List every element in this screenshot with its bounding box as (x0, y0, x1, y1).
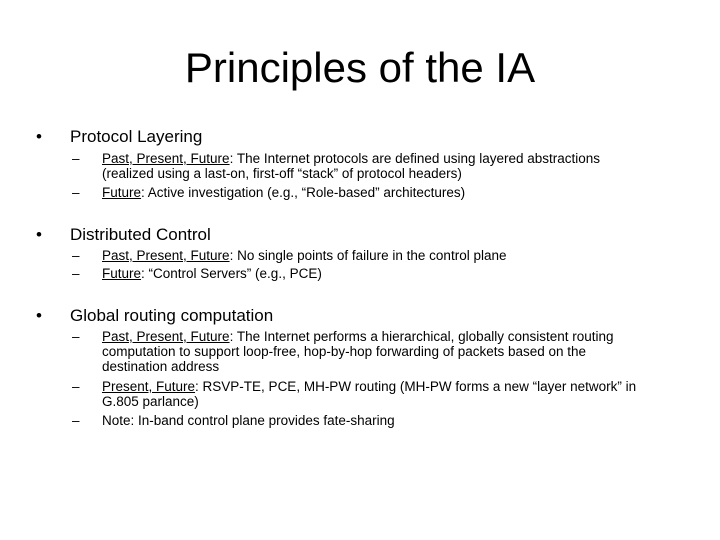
bullet-heading: Protocol Layering (70, 127, 203, 146)
dash-marker: – (72, 266, 80, 281)
sub-item-text (102, 151, 652, 181)
dash-marker: – (72, 185, 80, 200)
dash-marker: – (72, 248, 80, 263)
dash-marker: – (72, 379, 80, 394)
sub-item-text (102, 413, 652, 428)
sub-item-text (102, 379, 652, 409)
sub-item-text (102, 185, 652, 200)
sub-item-text (102, 329, 652, 374)
sub-item-body: : The Internet performs a hierarchical, globally consistent routing computation to support loop-free, hop-by-hop forwarding of packets based on the destination address (102, 329, 614, 374)
sub-item-label: Past, Present, Future (102, 151, 230, 166)
sub-item-text (102, 248, 652, 263)
sub-item-label: Future (102, 266, 142, 281)
sub-item-label: Past, Present, Future (102, 329, 230, 344)
bullet-marker: • (36, 306, 42, 325)
sub-item-body: : “Control Servers” (e.g., PCE) (141, 266, 322, 281)
bullet-marker: • (36, 225, 42, 244)
sub-item-body: Note: In-band control plane provides fate-sharing (102, 413, 395, 428)
sub-item-body: : No single points of failure in the control plane (229, 248, 507, 263)
sub-item-label: Future (102, 185, 142, 200)
bullet-heading: Distributed Control (70, 225, 211, 244)
sub-item-body: : Active investigation (e.g., “Role-based” architectures) (141, 185, 466, 200)
bullet-heading: Global routing computation (70, 306, 274, 325)
sub-item-label: Past, Present, Future (102, 248, 230, 263)
dash-marker: – (72, 329, 80, 344)
sub-item-body: : The Internet protocols are defined using layered abstractions (realized using a last-on, first-off “stack” of protocol headers) (102, 151, 601, 181)
dash-marker: – (72, 151, 80, 166)
sub-item-body: : RSVP-TE, PCE, MH-PW routing (MH-PW forms a new “layer network” in G.805 parlance) (102, 379, 637, 409)
sub-item-label: Present, Future (102, 379, 196, 394)
sub-item-text (102, 266, 652, 281)
dash-marker: – (72, 413, 80, 428)
slide-title: Principles of the IA (184, 44, 536, 91)
bullet-marker: • (36, 127, 42, 146)
